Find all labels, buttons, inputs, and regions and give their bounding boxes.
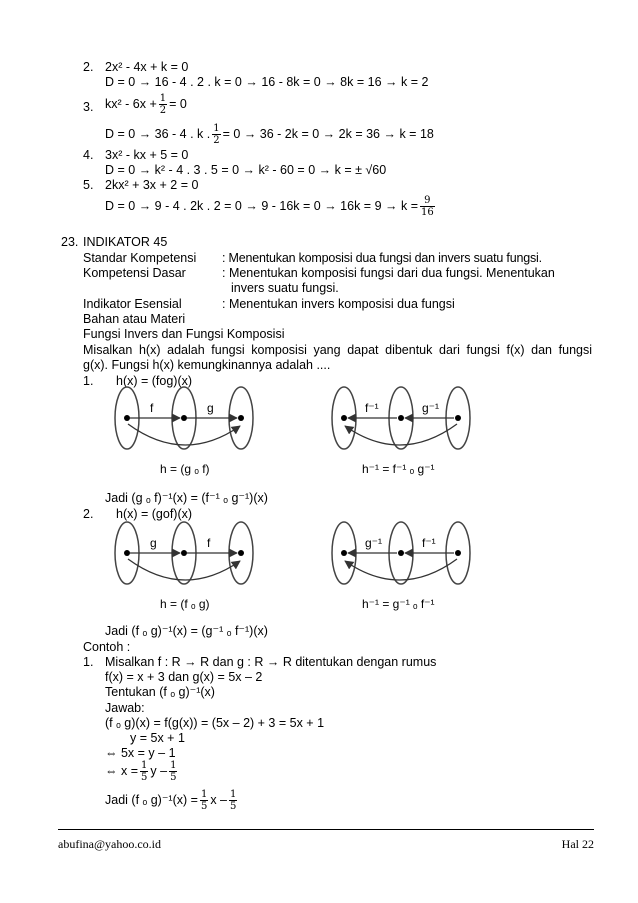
item-equation: 3x² - kx + 5 = 0 [105, 148, 189, 162]
example-line: Tentukan (f ₒ g)⁻¹(x) [105, 685, 215, 699]
paragraph-line: g(x). Fungsi h(x) kemungkinannya adalah .... [83, 358, 331, 372]
item-number: 4. [83, 148, 94, 162]
example-line: (f ₒ g)(x) = f(g(x)) = (5x – 2) + 3 = 5x + 1 [105, 716, 325, 730]
item-equation: 2kx² + 3x + 2 = 0 [105, 178, 199, 192]
footer-email: abufina@yahoo.co.id [58, 837, 162, 851]
sk-value: : Menentukan komposisi dua fungsi dan invers suatu fungsi. [222, 251, 542, 265]
page-number: Hal 22 [561, 837, 594, 851]
kd-value-cont: invers suatu fungsi. [231, 281, 339, 295]
item-number: 3. [83, 100, 94, 114]
bahan-label: Bahan atau Materi [83, 312, 186, 326]
footer-divider [58, 829, 594, 830]
composition-diagram-left [115, 387, 253, 476]
diagram-caption: h⁻¹ = g⁻¹ ₒ f⁻¹ [362, 597, 435, 611]
kd-value: : Menentukan komposisi fungsi dari dua fungsi. Menentukan [222, 266, 555, 280]
diagram-row-2 [0, 520, 638, 620]
example-line: ⇔ 5x = y – 1 [105, 746, 176, 760]
question-title: INDIKATOR 45 [83, 235, 168, 249]
map-label: f⁻¹ [422, 536, 436, 550]
case-label: h(x) = (gof)(x) [116, 507, 193, 521]
diagram-caption: h = (f ₒ g) [160, 597, 210, 611]
example-line: Jadi (f ₒ g)⁻¹(x) = $\frac{1}{5}$ x – $\frac{1}{5}$ [105, 789, 237, 813]
map-label: f [207, 536, 211, 550]
composition-diagram-left [115, 522, 253, 611]
example-line: y = 5x + 1 [130, 731, 185, 745]
map-label: g⁻¹ [422, 401, 440, 415]
item-number: 2. [83, 60, 94, 74]
item-equation: kx² - 6x + $\frac{1}{2}$ = 0 [105, 93, 187, 117]
diagram-row-1 [0, 385, 638, 485]
map-label: g [150, 536, 157, 550]
item-discriminant: D = 0 → 36 - 4 . k . $\frac{1}{2}$ = 0 → 36 - 2k = 0 → 2k = 36 → k = 18 [105, 123, 434, 147]
example-line: ⇔ x = $\frac{1}{5}$ y – $\frac{1}{5}$ [105, 760, 177, 784]
item-number: 5. [83, 178, 94, 192]
item-equation: 2x² - 4x + k = 0 [105, 60, 189, 74]
map-label: f⁻¹ [365, 401, 379, 415]
case-number: 2. [83, 507, 94, 521]
case-number: 1. [83, 374, 94, 388]
kd-label: Kompetensi Dasar [83, 266, 186, 280]
conclusion-line: Jadi (g ₒ f)⁻¹(x) = (f⁻¹ ₒ g⁻¹)(x) [105, 491, 268, 505]
item-discriminant: D = 0 → 9 - 4 . 2k . 2 = 0 → 9 - 16k = 0 → 16k = 9 → k = $\frac{9}{16}$ [105, 195, 434, 219]
ie-label: Indikator Esensial [83, 297, 182, 311]
sk-label: Standar Kompetensi [83, 251, 197, 265]
paragraph-line: Misalkan h(x) adalah fungsi komposisi yang dapat dibentuk dari fungsi f(x) dan fungsi [83, 343, 592, 357]
diagram-caption: h = (g ₒ f) [160, 462, 210, 476]
example-line: f(x) = x + 3 dan g(x) = 5x – 2 [105, 670, 263, 684]
inverse-diagram-right [332, 522, 470, 611]
item-discriminant: D = 0 → k² - 4 . 3 . 5 = 0 → k² - 60 = 0 → k = ± √60 [105, 163, 387, 177]
map-label: g [207, 401, 214, 415]
item-discriminant: D = 0 → 16 - 4 . 2 . k = 0 → 16 - 8k = 0 → 8k = 16 → k = 2 [105, 75, 429, 89]
ie-value: : Menentukan invers komposisi dua fungsi [222, 297, 455, 311]
inverse-diagram-right [332, 387, 470, 476]
map-label: g⁻¹ [365, 536, 383, 550]
example-number: 1. [83, 655, 94, 669]
conclusion-line: Jadi (f ₒ g)⁻¹(x) = (g⁻¹ ₒ f⁻¹)(x) [105, 624, 268, 638]
map-label: f [150, 401, 154, 415]
example-line: Misalkan f : R → R dan g : R → R ditentukan dengan rumus [105, 655, 437, 669]
materi-text: Fungsi Invers dan Fungsi Komposisi [83, 327, 285, 341]
case-label: h(x) = (fog)(x) [116, 374, 193, 388]
example-line: Jawab: [105, 701, 145, 715]
diagram-caption: h⁻¹ = f⁻¹ ₒ g⁻¹ [362, 462, 435, 476]
question-number: 23. [61, 235, 79, 249]
example-title: Contoh : [83, 640, 131, 654]
